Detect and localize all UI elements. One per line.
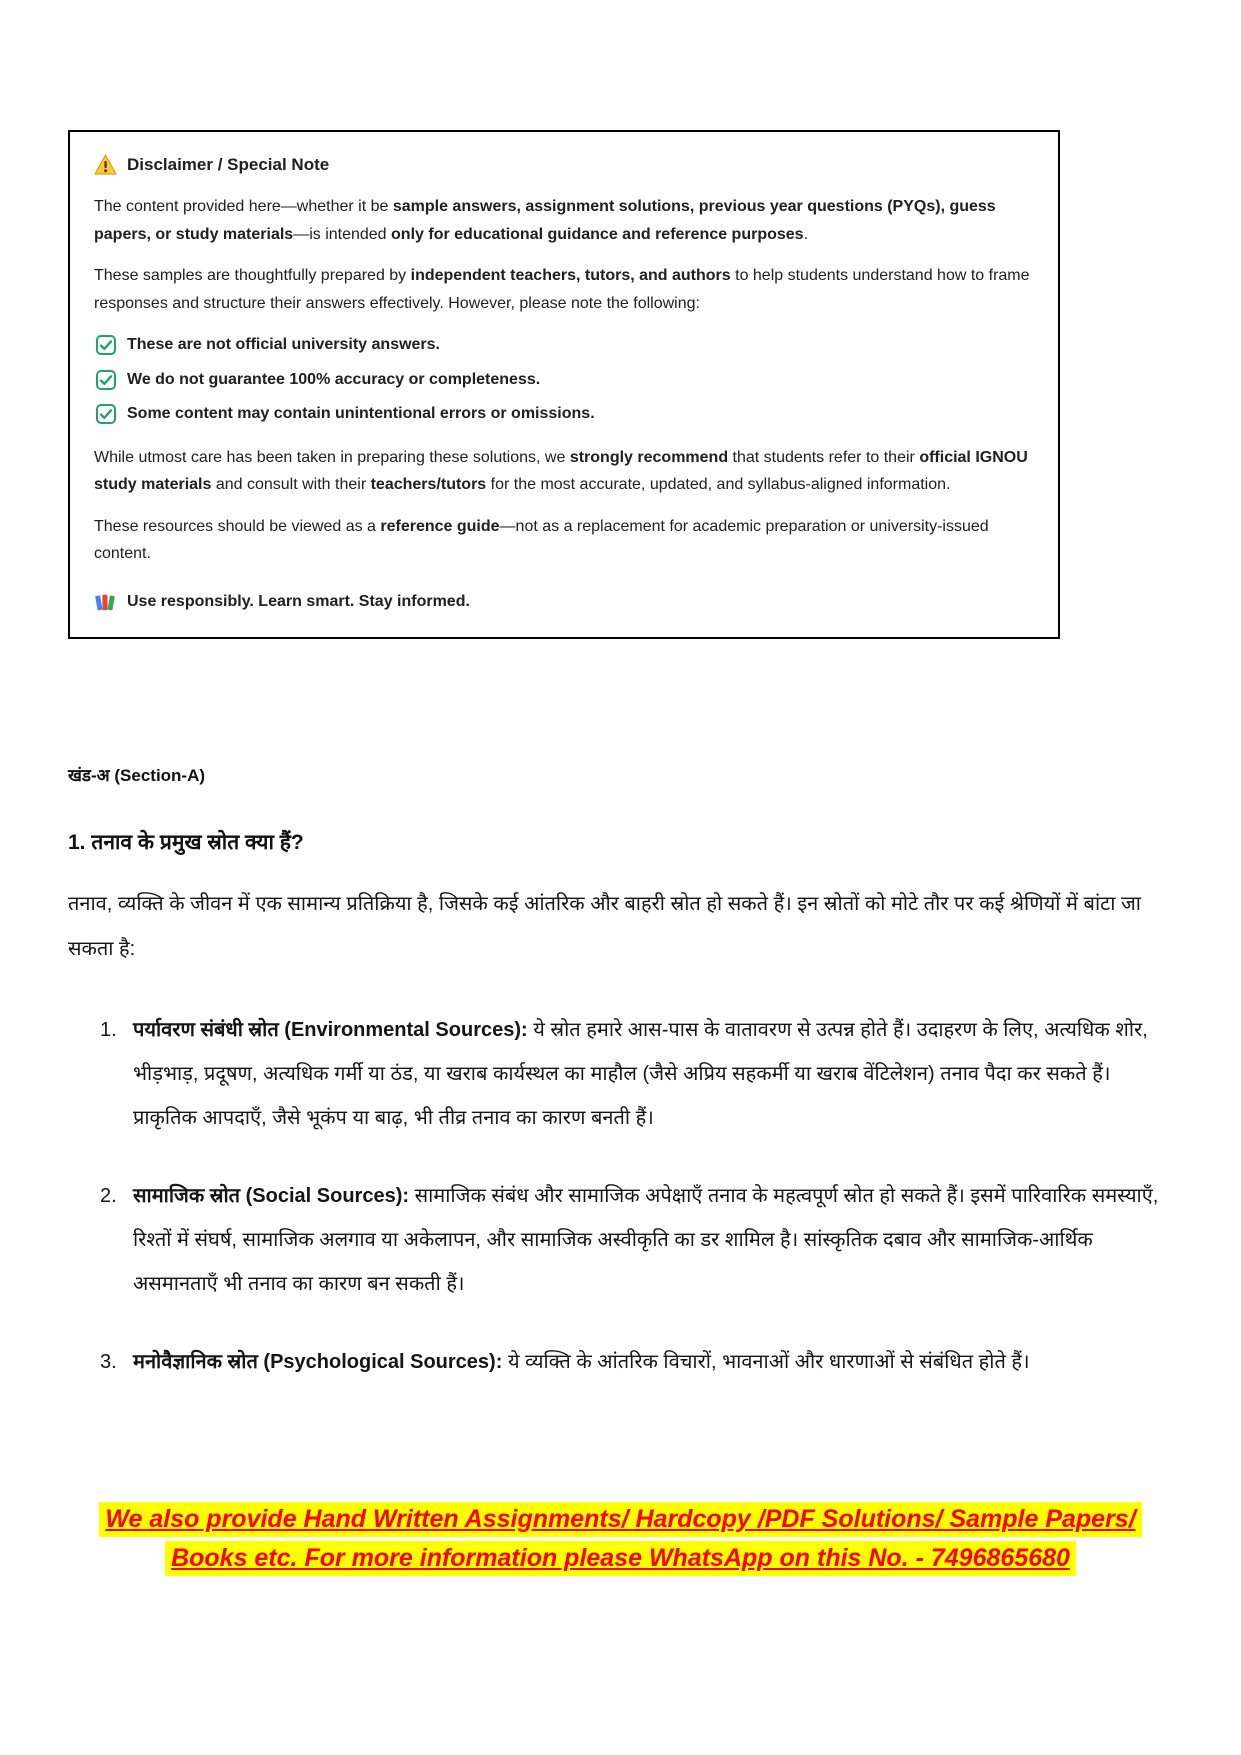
question-heading: 1. तनाव के प्रमुख स्रोत क्या हैं?	[68, 831, 304, 855]
list-item-social-sources: सामाजिक स्रोत (Social Sources): सामाजिक संबंध और सामाजिक अपेक्षाएँ तनाव के महत्वपूर्ण स्रोत हो सकते हैं। इसमें पारिवारिक समस्याएँ, रिश्तों में संघर्ष, सामाजिक अलगाव या अकेलापन, और सामाजिक अस्वीकृति का डर शामिल है। सांस्कृतिक दबाव और सामाजिक-आर्थिक असमानताएँ भी तनाव का कारण बन सकती हैं।	[133, 1185, 1159, 1296]
disclaimer-paragraph-2: These samples are thoughtfully prepared by independent teachers, tutors, and authors to help students understand how to frame responses and structure their answers effectively. However, please note the following:	[94, 267, 1030, 312]
list-item-psychological-sources: मनोवैज्ञानिक स्रोत (Psychological Sources): ये व्यक्ति के आंतरिक विचारों, भावनाओं और धारणाओं से संबंधित होते हैं।	[133, 1351, 1030, 1374]
checklist-item-label: We do not guarantee 100% accuracy or completeness.	[127, 370, 541, 388]
green-check-icon	[96, 370, 116, 390]
disclaimer-paragraph-1: The content provided here—whether it be sample answers, assignment solutions, previous year questions (PYQs), guess papers, or study materials—is intended only for educational guidance and reference purposes.	[94, 198, 996, 243]
intro-paragraph: तनाव, व्यक्ति के जीवन में एक सामान्य प्रतिक्रिया है, जिसके कई आंतरिक और बाहरी स्रोत हो सकते हैं। इन स्रोतों को मोटे तौर पर कई श्रेणियों में बांटा जा सकता है:	[68, 893, 1141, 961]
sources-list	[68, 1008, 1171, 1384]
disclaimer-footer	[94, 588, 1032, 616]
warning-triangle-icon	[94, 154, 117, 175]
checklist-item	[96, 331, 1032, 359]
checklist-item-label: Some content may contain unintentional errors or omissions.	[127, 405, 595, 423]
books-icon	[94, 592, 116, 612]
disclaimer-box	[68, 130, 1060, 639]
disclaimer-title: Disclaimer / Special Note	[127, 155, 330, 174]
green-check-icon	[96, 404, 116, 424]
disclaimer-checklist	[96, 331, 1032, 428]
disclaimer-paragraph-4: These resources should be viewed as a reference guide—not as a replacement for academic preparation or university-issued content.	[94, 517, 989, 563]
footer-note	[0, 1500, 1241, 1578]
disclaimer-paragraph-3: While utmost care has been taken in preparing these solutions, we strongly recommend that students refer to their official IGNOU study materials and consult with their teachers/tutors for the most accurate, updated, and syllabus-aligned information.	[94, 448, 1028, 494]
section-heading: खंड-अ (Section-A)	[68, 766, 206, 786]
disclaimer-header	[94, 150, 1032, 179]
disclaimer-footer-label: Use responsibly. Learn smart. Stay informed.	[127, 592, 470, 610]
checklist-item-label: These are not official university answers.	[127, 336, 440, 354]
checklist-item	[96, 366, 1032, 394]
footer-note-line-1: We also provide Hand Written Assignments/ Hardcopy /PDF Solutions/ Sample Papers/	[99, 1502, 1141, 1537]
list-item-environmental-sources: पर्यावरण संबंधी स्रोत (Environmental Sources): ये स्रोत हमारे आस-पास के वातावरण से उत्पन्न होते हैं। उदाहरण के लिए, अत्यधिक शोर, भीड़भाड़, प्रदूषण, अत्यधिक गर्मी या ठंड, या खराब कार्यस्थल का माहौल (जैसे अप्रिय सहकर्मी या खराब वेंटिलेशन) तनाव पैदा कर सकते हैं। प्राकृतिक आपदाएँ, जैसे भूकंप या बाढ़, भी तीव्र तनाव का कारण बनती हैं।	[133, 1019, 1148, 1130]
green-check-icon	[96, 335, 116, 355]
footer-note-line-2: Books etc. For more information please WhatsApp on this No. - 7496865680	[165, 1541, 1076, 1576]
checklist-item	[96, 400, 1032, 428]
